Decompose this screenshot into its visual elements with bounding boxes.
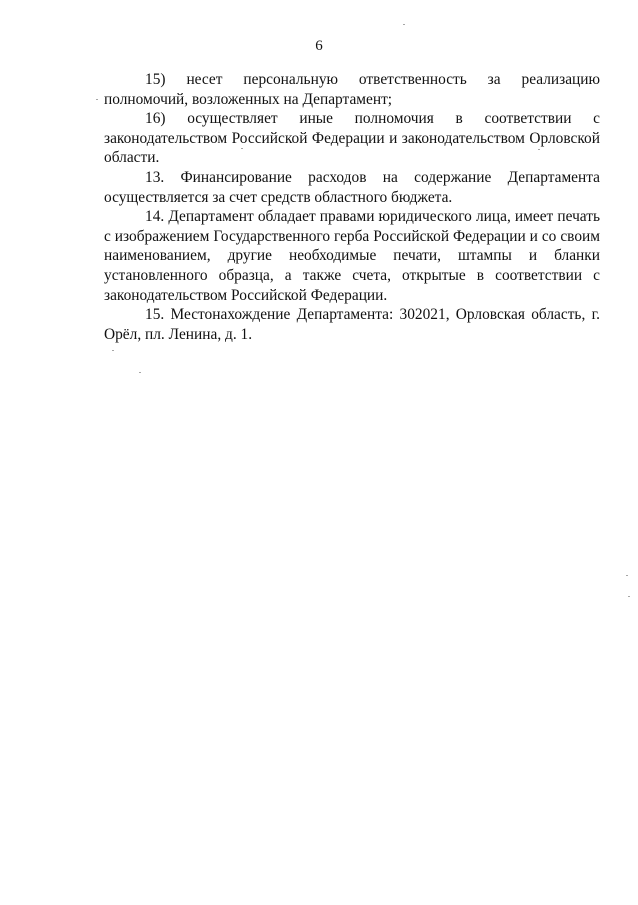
scan-speck — [96, 99, 98, 100]
scan-speck — [139, 372, 141, 373]
paragraph-13-financing: 13. Финансирование расходов на содержание Департамента осуществляется за счет средств областного бюджета. — [104, 168, 600, 206]
paragraph-item-15-responsibility: 15) несет персональную ответственность за реализацию полномочий, возложенных на Департамент; — [104, 71, 600, 108]
scan-speck — [403, 24, 405, 25]
scan-speck — [628, 596, 630, 597]
paragraph-item-16-other-powers: 16) осуществляет иные полномочия в соответствии с законодательством Российской Федерации и законодательством Орловской области. — [104, 110, 600, 167]
page-number: 6 — [315, 38, 323, 54]
paragraph-15-location: 15. Местонахождение Департамента: 302021, Орловская область, г. Орёл, пл. Ленина, д. 1. — [104, 306, 600, 343]
scan-speck — [538, 149, 540, 150]
scan-speck — [241, 148, 243, 149]
document-body — [104, 70, 600, 344]
paragraph-14-legal-entity: 14. Департамент обладает правами юридического лица, имеет печать с изображением Государственного герба Российской Федерации и со своим наименованием, другие необходимые печати, штампы и бланки установленного образца, а также счета, открытые в соответствии с законодательством Российской Федерации. — [104, 208, 600, 304]
scan-speck — [112, 350, 114, 351]
scan-speck — [626, 575, 628, 576]
